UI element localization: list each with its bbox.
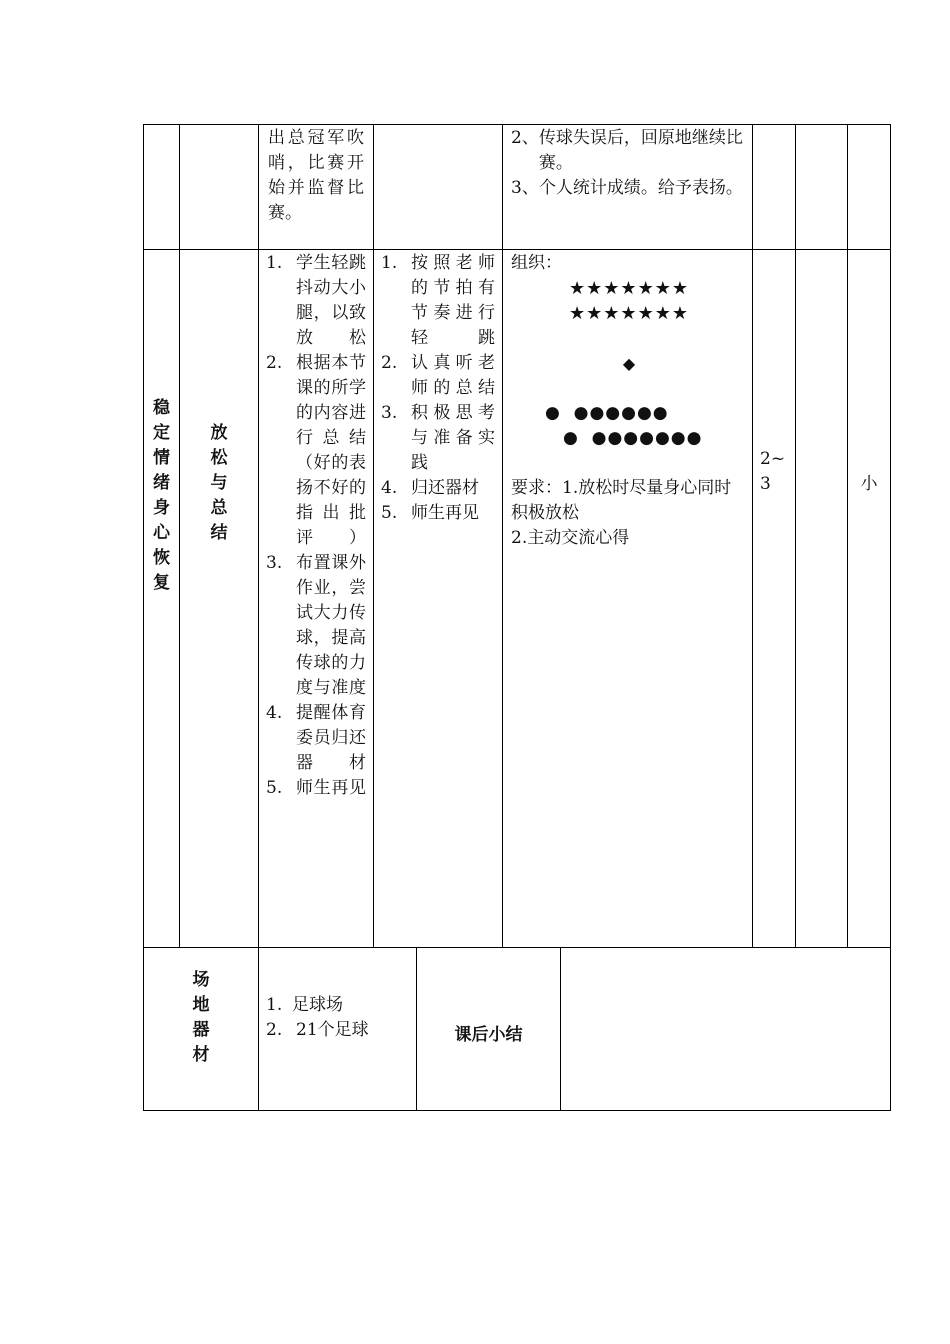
grid-line [143, 124, 891, 125]
section-char: 结 [210, 523, 228, 543]
list-text: 个人统计成绩。给予表扬。 [538, 178, 743, 198]
phase-char: 稳 [153, 398, 170, 418]
list-item [266, 251, 366, 351]
list-number: 4. [381, 478, 398, 498]
grid-line [752, 124, 753, 947]
phase-char: 恢 [153, 548, 170, 568]
top-content-cell [268, 126, 364, 226]
list-number: 3、 [511, 178, 539, 198]
list-item [381, 476, 495, 501]
phase-char: 身 [153, 498, 170, 518]
formation-dots: ● ●●●●●●● [563, 428, 703, 448]
formation-stars: ★★★★★★★ [569, 303, 689, 324]
time-cell [760, 447, 790, 497]
section-char: 放 [210, 423, 228, 443]
intensity-value: 小 [860, 474, 878, 494]
after-class-summary-field [561, 948, 890, 1110]
list-text: 师生再见 [296, 778, 366, 798]
section-char: 与 [210, 473, 228, 493]
list-item [266, 551, 366, 701]
list-item [381, 401, 495, 476]
formation-stars: ★★★★★★★ [569, 278, 689, 299]
teacher-position-icon: ◆ [622, 354, 636, 373]
requirement-text: 要求：1.放松时尽量身心同时积极放松 [511, 478, 732, 523]
after-class-summary-label [417, 1023, 560, 1048]
phase-char: 复 [153, 573, 170, 593]
list-number: 2、 [511, 128, 539, 148]
text-line: 出总冠军吹 [268, 128, 364, 148]
list-number: 4. [266, 703, 283, 723]
list-number: 3. [381, 403, 398, 423]
venue-equipment-cell [266, 993, 411, 1043]
grid-line [890, 124, 891, 1111]
list-number: 5. [381, 503, 398, 523]
grid-line [795, 124, 796, 947]
list-text: 布置课外作业，尝试大力传球，提高传球的力度与准度 [296, 553, 366, 698]
grid-line [143, 124, 144, 1111]
requirement-text: 2.主动交流心得 [511, 528, 630, 548]
venue-char: 地 [192, 995, 210, 1015]
list-text: 师生再见 [411, 503, 479, 523]
list-text: 21个足球 [296, 1020, 369, 1040]
list-number: 1. [266, 253, 283, 273]
list-item [266, 351, 366, 551]
list-text: 传球失误后，回原地继续比赛。 [538, 128, 743, 173]
section-char: 松 [210, 448, 228, 468]
list-item [266, 1018, 411, 1043]
list-text: 认真听老师的总结 [411, 353, 495, 398]
time-value: 2~3 [760, 449, 786, 494]
list-text: 足球场 [292, 995, 343, 1015]
text-line: 哨，比赛开 [268, 153, 364, 173]
text-line: 赛。 [268, 203, 302, 223]
list-number: 1. [266, 995, 283, 1015]
list-number: 3. [266, 553, 283, 573]
list-item [381, 501, 495, 526]
venue-char: 场 [192, 970, 210, 990]
phase-char: 情 [153, 448, 170, 468]
phase-char: 心 [153, 523, 170, 543]
list-item [511, 176, 747, 201]
top-requirements-cell [511, 126, 747, 201]
grid-line [143, 1110, 891, 1111]
phase-char: 定 [153, 423, 170, 443]
list-number: 2. [266, 353, 283, 373]
section-char: 总 [210, 498, 228, 518]
list-text: 学生轻跳抖动大小腿，以致放松 [296, 253, 366, 348]
list-text: 提醒体育委员归还器材 [296, 703, 366, 773]
list-number: 2. [266, 1020, 283, 1040]
venue-equipment-label [144, 968, 258, 1068]
list-item [381, 251, 495, 351]
summary-label-text: 课后小结 [454, 1025, 523, 1045]
grid-line [143, 249, 891, 250]
venue-char: 材 [192, 1045, 210, 1065]
list-item [511, 126, 747, 176]
list-item [266, 701, 366, 776]
organization-label: 组织： [511, 253, 562, 273]
list-text: 积极思考与准备实践 [411, 403, 495, 473]
phase-char: 绪 [153, 473, 170, 493]
list-number: 1. [381, 253, 398, 273]
grid-line [502, 124, 503, 947]
teacher-activities-cell [266, 251, 366, 801]
list-text: 按照老师的节拍有节奏进行轻跳 [411, 253, 495, 348]
grid-line [847, 124, 848, 947]
list-item [266, 776, 366, 801]
student-activities-cell [381, 251, 495, 526]
grid-line [373, 124, 374, 947]
organization-cell [511, 251, 747, 551]
list-item [381, 351, 495, 401]
grid-line [258, 124, 259, 1111]
text-line: 始并监督比 [268, 178, 364, 198]
section-label [180, 421, 258, 546]
list-text: 根据本节课的所学的内容进行总结（好的表扬不好的指出批评） [296, 353, 366, 548]
formation-dots: ● ●●●●●● [545, 403, 669, 423]
phase-label [144, 396, 179, 596]
list-item [266, 993, 411, 1018]
list-text: 归还器材 [411, 478, 479, 498]
list-number: 2. [381, 353, 398, 373]
venue-char: 器 [192, 1020, 210, 1040]
list-number: 5. [266, 778, 283, 798]
intensity-cell [848, 472, 890, 497]
